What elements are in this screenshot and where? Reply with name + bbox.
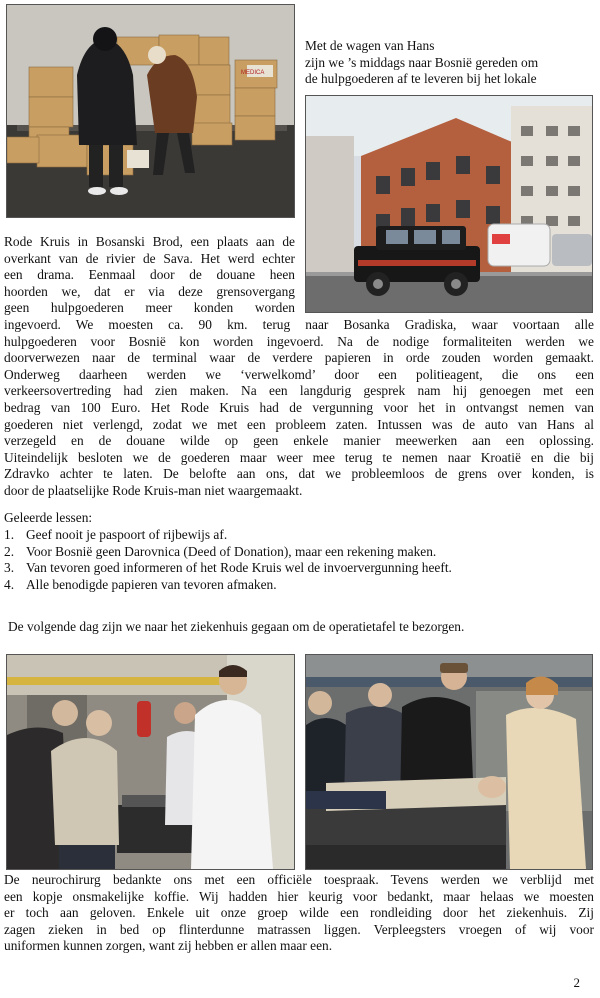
list-text: Voor Bosnië geen Darovnica (Deed of Donation), maar een rekening maken.: [26, 543, 437, 559]
list-number: 4.: [4, 576, 15, 592]
text-line: hoorden we, dat er via deze grensovergang: [4, 283, 295, 299]
text-line: doorverwezen naar de terminal waar de verdere papieren in orde zouden worden gemaakt.: [4, 350, 594, 366]
text-line: er toch aan geloven. Enkele uit onze groep wilde een rondleiding door het ziekenhuis. Zij: [4, 905, 594, 921]
box-brand-text: MEDICA: [241, 70, 265, 76]
text-line: zagen zieken in bed op flinterdunne matrassen liggen. Verpleegsters vroegen of wij voor: [4, 921, 594, 937]
list-item: [4, 527, 452, 544]
text-line: verzegeld en de douane wilde op geen enkele manier meewerken aan een oplossing.: [4, 433, 594, 449]
text-line: overkant van de rivier de Sava. Het werd echter: [4, 250, 295, 266]
list-item: [4, 577, 452, 594]
list-item: [4, 544, 452, 561]
list-item: [4, 560, 452, 577]
text-line: De neurochirurg bedankte ons met een officiële toespraak. Tevens werden we verblijd met: [4, 872, 594, 887]
photo-hospital-staff: [6, 654, 295, 870]
text-line: een kopje onsmakelijke koffie. Wij hadden hier keurig voor bedankt, maar helaas we moesten: [4, 888, 594, 904]
text-line: hulpgoederen voor Bosnië kon worden ingevoerd. Na de nodige formaliteiten werden we: [4, 333, 594, 349]
list-text: Geef nooit je paspoort of rijbewijs af.: [26, 527, 228, 542]
text-line: goederen niet verlengd, zodat we met een probleem zaten. Intussen was de auto van Hans al: [4, 416, 594, 432]
list-number: 3.: [4, 560, 15, 576]
text-line: door de plaatselijke Rode Kruis-man niet waargemaakt.: [4, 482, 303, 498]
list-number: 2.: [4, 543, 15, 559]
text-line: een drama. Eenmaal door de douane heen: [4, 267, 295, 283]
photo-volunteers-boxes: [6, 4, 295, 218]
text-line: bedrag van 100 Euro. Het Rode Kruis had de vergunning voor het in ontvangst nemen van: [4, 399, 594, 415]
paragraph-main: [4, 317, 594, 500]
paragraph-closing: [4, 872, 594, 955]
intro-line: Met de wagen van Hans: [305, 38, 435, 53]
text-line: uniformen kunnen zorgen, want zij hebben er allen maar een.: [4, 938, 333, 954]
photo-group-table: [305, 654, 593, 870]
photo-building-jeep: [305, 95, 593, 313]
paragraph-side: [4, 234, 295, 317]
text-line: ingevoerd. We moesten ca. 90 km. terug naar Bosanka Gradiska, waar voortaan alle: [4, 317, 594, 332]
lessons-list: [4, 527, 452, 593]
intro-line: zijn we ’s middags naar Bosnië gereden om: [305, 54, 539, 70]
intro-line: de hulpgoederen af te leveren bij het lokale: [305, 71, 537, 87]
lessons-heading: Geleerde lessen:: [4, 510, 93, 525]
text-line: Uiteindelijk besloten we de goederen maar weer mee terug te nemen naar Kroatië en die bij: [4, 449, 594, 465]
list-number: 1.: [4, 527, 15, 542]
list-text: Van tevoren goed informeren of het Rode Kruis wel de invoervergunning heeft.: [26, 560, 452, 576]
text-line: verkeersovertreding had zien maken. Na een langdurig gesprek nam hij genoegen met een: [4, 383, 594, 399]
text-line: Onderweg daarheen werden we ‘verwelkomd’ door een politieagent, die ons een: [4, 366, 594, 382]
text-line: Rode Kruis in Bosanski Brod, een plaats aan de: [4, 234, 295, 249]
list-text: Alle benodigde papieren van tevoren afmaken.: [26, 576, 277, 592]
text-line: geen hulpgoederen meer konden worden: [4, 300, 295, 316]
next-day-text: De volgende dag zijn we naar het ziekenhuis gegaan om de operatietafel te bezorgen.: [8, 619, 465, 634]
intro-text: [305, 38, 595, 88]
text-line: Zdravko achter te laten. De belofte aan ons, dat we probleemloos de grens over konden, is: [4, 466, 594, 482]
page-number: 2: [573, 975, 580, 990]
